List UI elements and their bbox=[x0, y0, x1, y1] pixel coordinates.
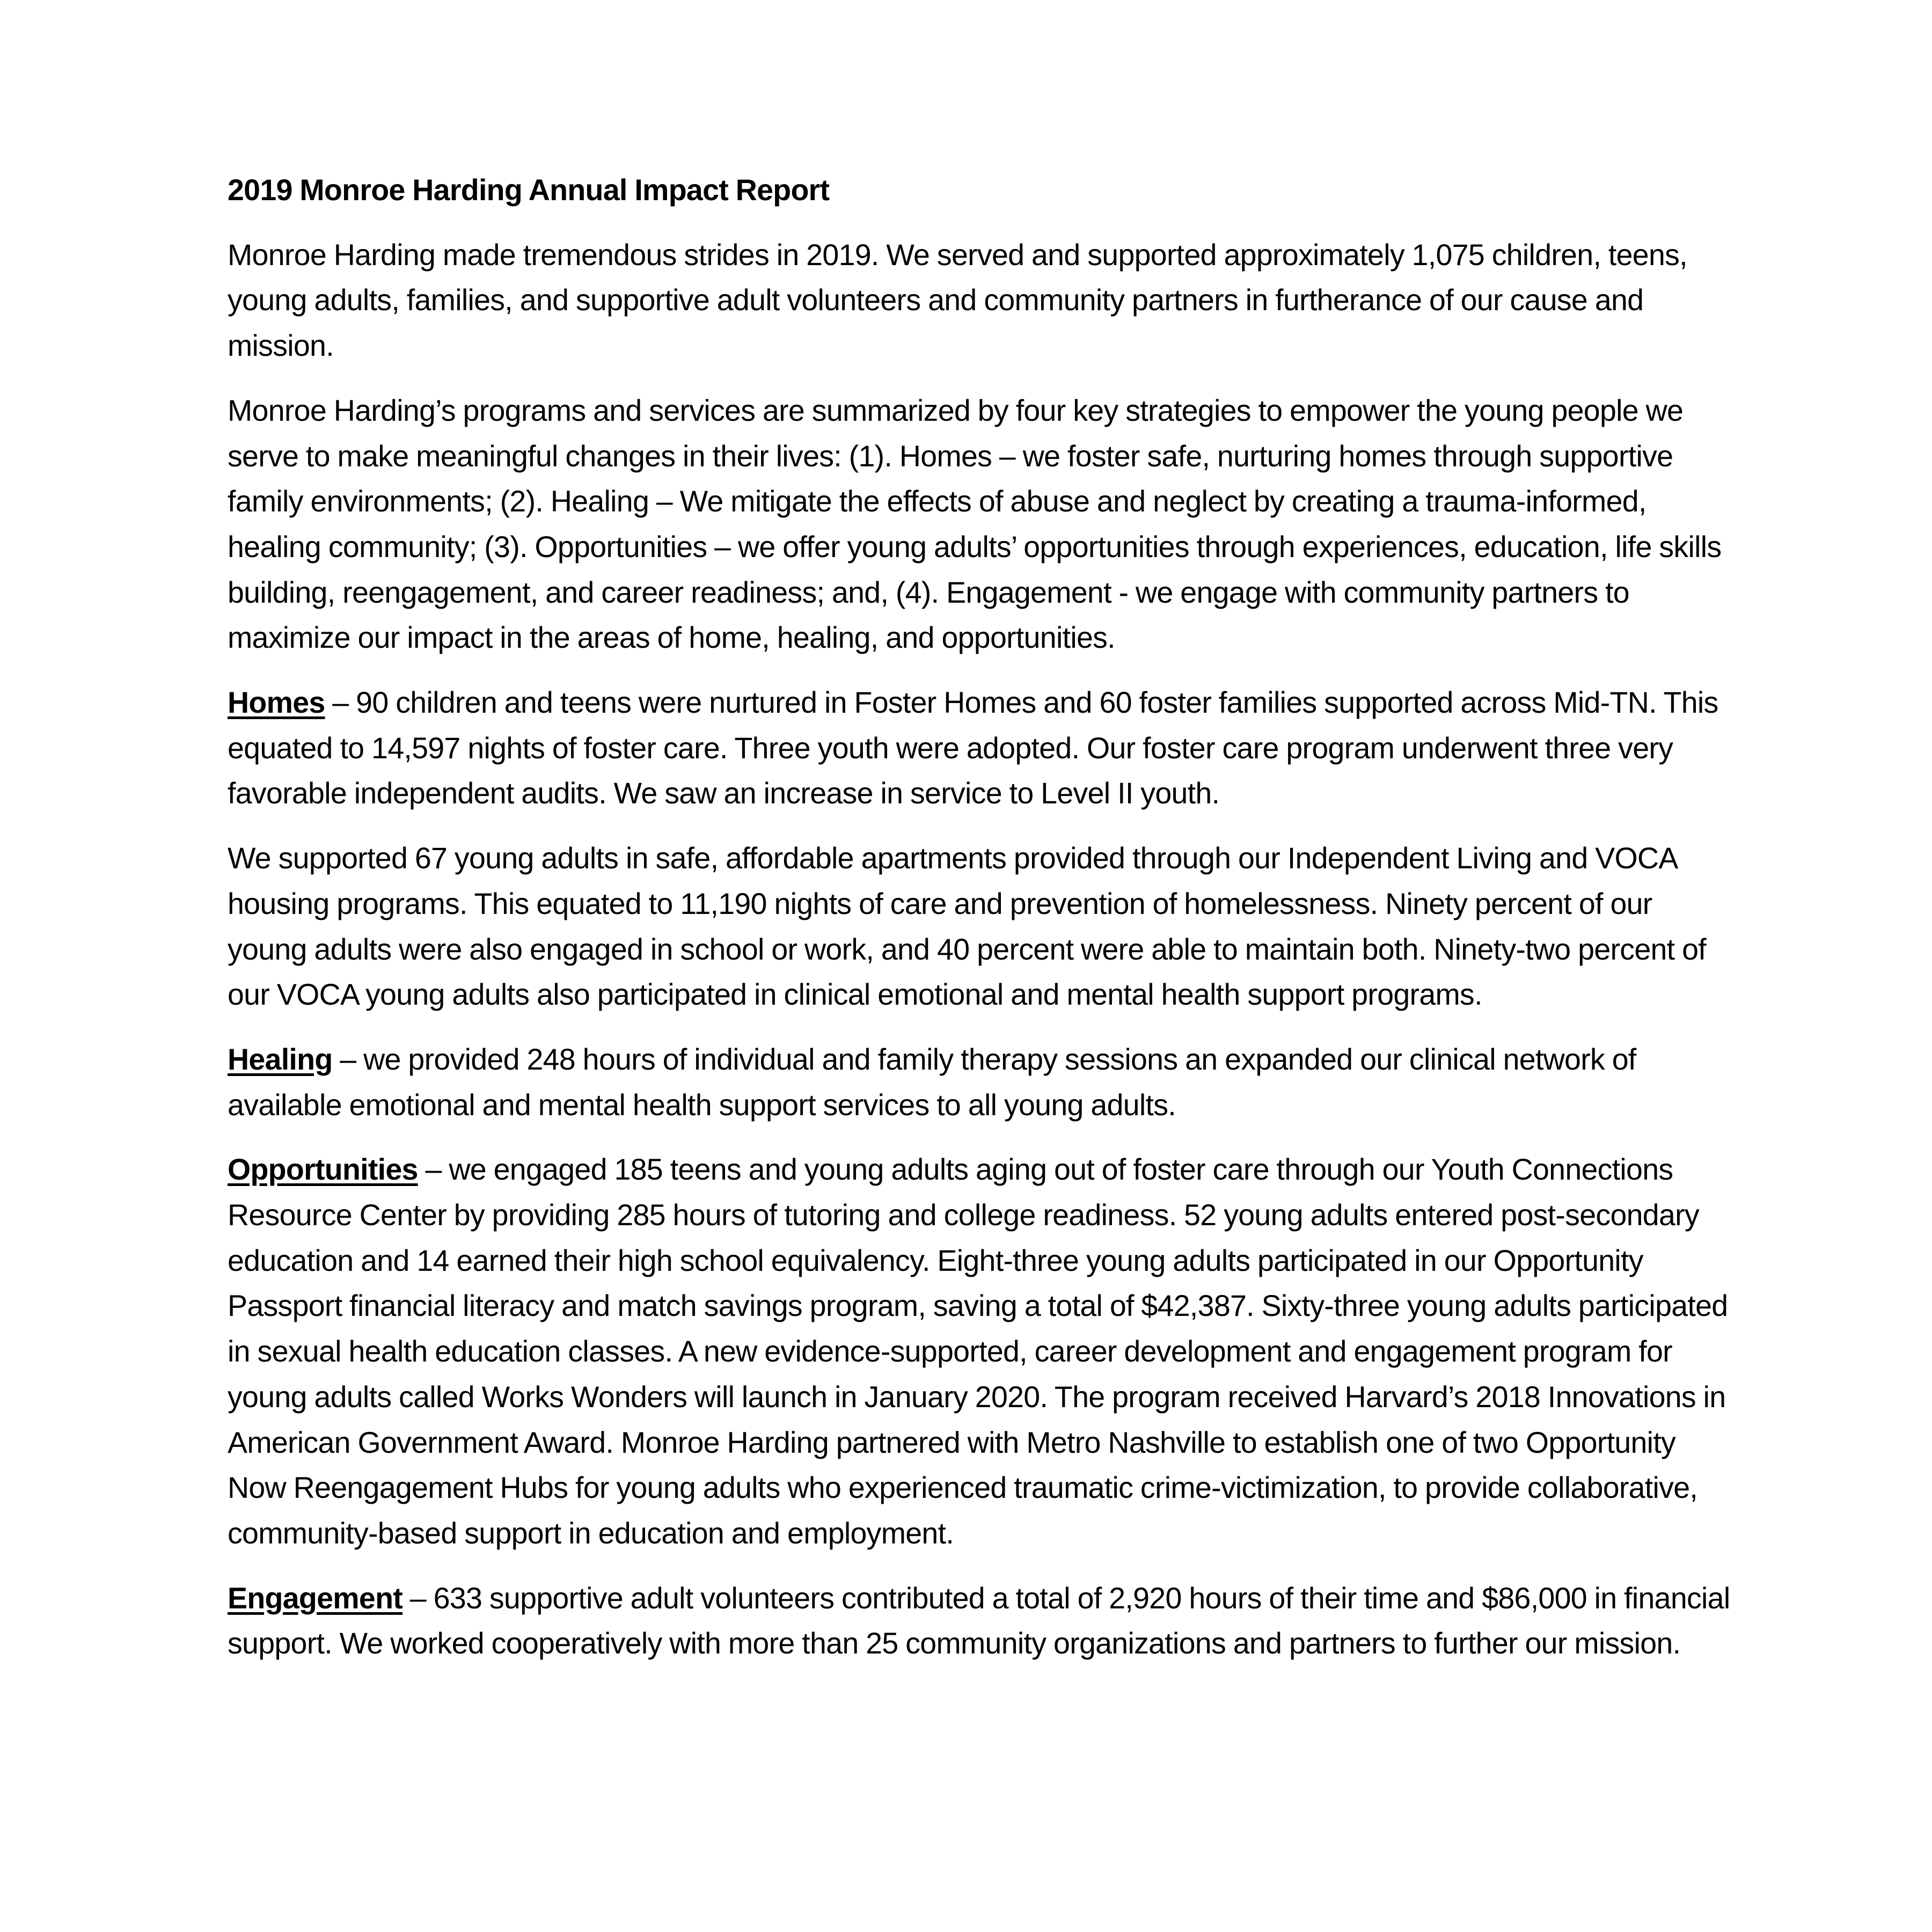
strategies-paragraph: Monroe Harding’s programs and services are summarized by four key strategies to empower the young people we serve to make meaningful changes in their lives: (1). Homes – we foster safe, nurturing homes through supportive family environments; (2). Healing – We mitigate the effects of abuse and neglect by creating a trauma-informed, healing community; (3). Opportunities – we offer young adults’ opportunities through experiences, education, life skills building, reengagement, and career readiness; and, (4). Engagement - we engage with community partners to maximize our impact in the areas of home, healing, and opportunities. bbox=[228, 393, 1722, 655]
opportunities-text: – we engaged 185 teens and young adults aging out of foster care through our Youth Connections Resource Center by providing 285 hours of tutoring and college readiness. 52 young adults entered post-secondary education and 14 earned their high school equivalency. Eight-three young adults participated in our Opportunity Passport financial literacy and match savings program, saving a total of $42,387. Sixty-three young adults participated in sexual health education classes. A new evidence-supported, career development and engagement program for young adults called Works Wonders will launch in January 2020. The program received Harvard’s 2018 Innovations in American Government Award. Monroe Harding partnered with Metro Nashville to establish one of two Opportunity Now Reengagement Hubs for young adults who experienced traumatic crime-victimization, to provide collaborative, community-based support in education and employment. bbox=[228, 1153, 1728, 1550]
report-title: 2019 Monroe Harding Annual Impact Report bbox=[228, 173, 830, 207]
homes-text: – 90 children and teens were nurtured in Foster Homes and 60 foster families supported across Mid-TN. This equated to 14,597 nights of foster care. Three youth were adopted. Our foster care program underwent three very favorable independent audits. We saw an increase in service to Level II youth. bbox=[228, 686, 1718, 810]
healing-text: – we provided 248 hours of individual and family therapy sessions an expanded our clinical network of available emotional and mental health support services to all young adults. bbox=[228, 1042, 1636, 1122]
healing-paragraph bbox=[228, 1037, 1736, 1128]
engagement-paragraph bbox=[228, 1576, 1736, 1666]
homes-heading: Homes bbox=[228, 686, 325, 720]
document-page bbox=[228, 167, 1736, 1686]
intro-paragraph: Monroe Harding made tremendous strides in 2019. We served and supported approximately 1,075 children, teens, young adults, families, and supportive adult volunteers and community partners in furtherance of our cause and mission. bbox=[228, 238, 1687, 363]
opportunities-heading: Opportunities bbox=[228, 1153, 418, 1187]
healing-heading: Healing bbox=[228, 1042, 333, 1076]
homes-paragraph bbox=[228, 680, 1736, 816]
housing-paragraph: We supported 67 young adults in safe, affordable apartments provided through our Independent Living and VOCA housing programs. This equated to 11,190 nights of care and prevention of homelessness. Ninety percent of our young adults were also engaged in school or work, and 40 percent were able to maintain both. Ninety-two percent of our VOCA young adults also participated in clinical emotional and mental health support programs. bbox=[228, 841, 1706, 1012]
engagement-text: – 633 supportive adult volunteers contributed a total of 2,920 hours of their time and $86,000 in financial support. We worked cooperatively with more than 25 community organizations and partners to further our mission. bbox=[228, 1581, 1730, 1660]
engagement-heading: Engagement bbox=[228, 1581, 403, 1615]
opportunities-paragraph bbox=[228, 1147, 1736, 1556]
